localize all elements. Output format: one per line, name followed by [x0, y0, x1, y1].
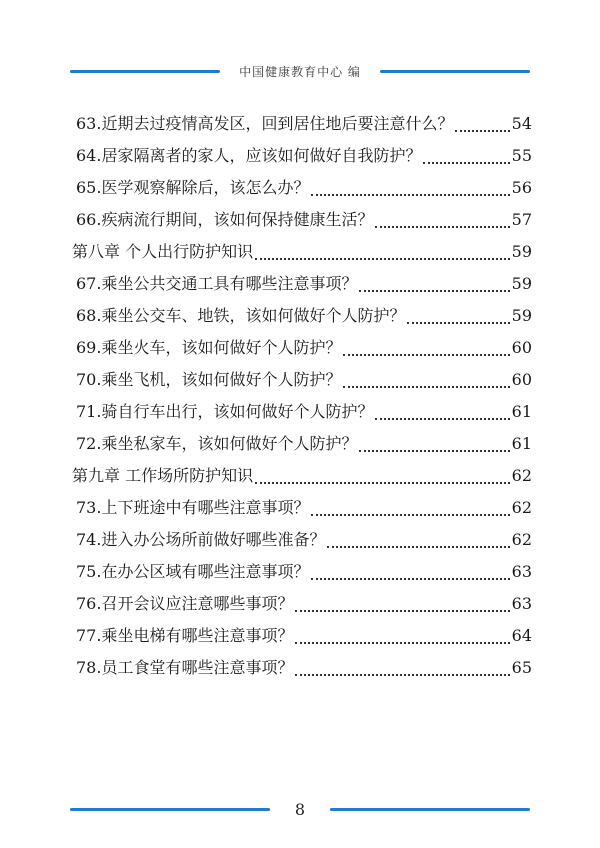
toc-entry[interactable] [76, 588, 532, 620]
toc-chapter[interactable] [72, 236, 532, 268]
toc-leader-dots [311, 194, 509, 196]
toc-entry-page: 63 [511, 562, 532, 581]
toc-entry[interactable] [76, 172, 532, 204]
toc-entry-page: 60 [511, 370, 532, 389]
toc-entry-page: 65 [511, 658, 532, 677]
footer-rule-left [70, 808, 270, 811]
toc-leader-dots [375, 226, 509, 228]
toc-entry-page: 59 [511, 306, 532, 325]
toc-entry-page: 62 [511, 530, 532, 549]
toc-entry-page: 59 [511, 274, 532, 293]
toc-entry-page: 62 [511, 466, 532, 485]
toc-entry-title: 76.召开会议应注意哪些事项？ [76, 594, 294, 613]
toc-leader-dots [311, 514, 509, 516]
table-of-contents [72, 108, 532, 684]
toc-entry-page: 59 [511, 242, 532, 261]
toc-entry-page: 56 [511, 178, 532, 197]
toc-entry-title: 66.疾病流行期间，该如何保持健康生活？ [76, 210, 374, 229]
toc-entry-title: 65.医学观察解除后，该怎么办？ [76, 178, 310, 197]
toc-entry[interactable] [76, 492, 532, 524]
toc-entry[interactable] [76, 300, 532, 332]
toc-entry[interactable] [76, 140, 532, 172]
toc-entry[interactable] [76, 268, 532, 300]
toc-leader-dots [311, 578, 509, 580]
toc-entry[interactable] [76, 620, 532, 652]
toc-leader-dots [343, 354, 509, 356]
header-rule-right [380, 70, 530, 73]
toc-entry[interactable] [76, 108, 532, 140]
toc-entry-title: 68.乘坐公交车、地铁，该如何做好个人防护？ [76, 306, 406, 325]
toc-leader-dots [255, 258, 510, 260]
page-number: 8 [294, 799, 306, 819]
toc-entry-title: 第九章 工作场所防护知识 [72, 466, 254, 485]
toc-leader-dots [295, 642, 509, 644]
toc-leader-dots [423, 162, 509, 164]
toc-entry-title: 77.乘坐电梯有哪些注意事项？ [76, 626, 294, 645]
toc-leader-dots [295, 674, 509, 676]
toc-entry-title: 第八章 个人出行防护知识 [72, 242, 254, 261]
toc-entry-page: 55 [511, 146, 532, 165]
toc-entry-title: 73.上下班途中有哪些注意事项？ [76, 498, 310, 517]
toc-leader-dots [455, 130, 509, 132]
toc-entry-page: 61 [511, 434, 532, 453]
toc-entry[interactable] [76, 652, 532, 684]
toc-entry-title: 75.在办公区域有哪些注意事项？ [76, 562, 310, 581]
toc-entry-title: 64.居家隔离者的家人，应该如何做好自我防护？ [76, 146, 422, 165]
toc-entry-title: 69.乘坐火车，该如何做好个人防护？ [76, 338, 342, 357]
toc-leader-dots [359, 290, 509, 292]
toc-entry-page: 63 [511, 594, 532, 613]
toc-chapter[interactable] [72, 460, 532, 492]
toc-entry-title: 72.乘坐私家车，该如何做好个人防护？ [76, 434, 358, 453]
footer-rule-right [330, 808, 530, 811]
toc-entry[interactable] [76, 396, 532, 428]
toc-leader-dots [255, 482, 510, 484]
toc-entry[interactable] [76, 364, 532, 396]
toc-leader-dots [375, 418, 509, 420]
toc-entry-title: 71.骑自行车出行，该如何做好个人防护？ [76, 402, 374, 421]
toc-entry-page: 54 [511, 114, 532, 133]
toc-entry[interactable] [76, 556, 532, 588]
toc-leader-dots [343, 386, 509, 388]
header-title: 中国健康教育中心 编 [239, 64, 361, 79]
toc-entry-title: 74.进入办公场所前做好哪些准备？ [76, 530, 326, 549]
toc-entry[interactable] [76, 332, 532, 364]
toc-entry[interactable] [76, 524, 532, 556]
toc-entry-title: 78.员工食堂有哪些注意事项？ [76, 658, 294, 677]
toc-entry[interactable] [76, 428, 532, 460]
header-rule-left [70, 70, 220, 73]
toc-entry-title: 63.近期去过疫情高发区，回到居住地后要注意什么？ [76, 114, 454, 133]
toc-leader-dots [295, 610, 509, 612]
toc-entry[interactable] [76, 204, 532, 236]
toc-entry-page: 62 [511, 498, 532, 517]
toc-leader-dots [359, 450, 509, 452]
toc-entry-page: 61 [511, 402, 532, 421]
toc-entry-page: 57 [511, 210, 532, 229]
toc-entry-title: 67.乘坐公共交通工具有哪些注意事项？ [76, 274, 358, 293]
toc-entry-page: 60 [511, 338, 532, 357]
toc-entry-page: 64 [511, 626, 532, 645]
toc-entry-title: 70.乘坐飞机，该如何做好个人防护？ [76, 370, 342, 389]
toc-leader-dots [327, 546, 509, 548]
page-header [70, 62, 530, 80]
page-footer [70, 798, 530, 820]
toc-leader-dots [407, 322, 509, 324]
